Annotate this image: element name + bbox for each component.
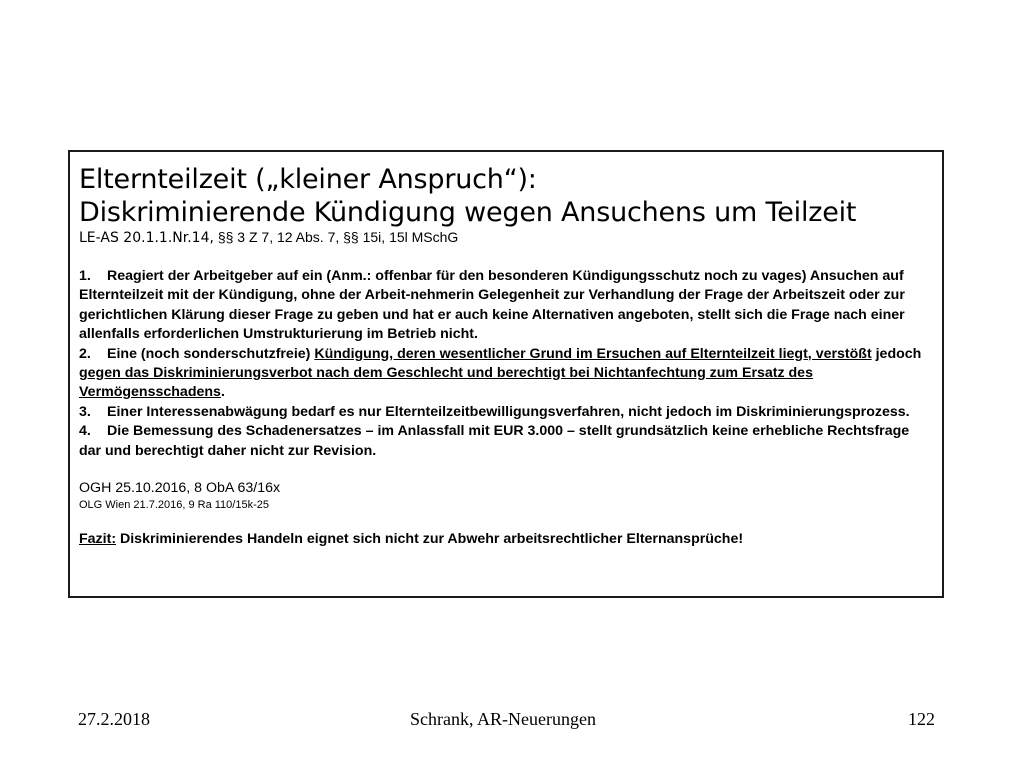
point-text-underlined: gegen das Diskriminierungsverbot nach dem Geschlecht und berechtigt bei Nichtanfechtung zum Ersatz des Vermögensschadens — [79, 365, 813, 401]
point-number: 1. — [79, 268, 91, 284]
point-number: 4. — [79, 423, 91, 440]
point-text: jedoch — [871, 345, 922, 362]
slide-title-line-2: Diskriminierende Kündigung wegen Ansuchens um Teilzeit — [79, 197, 857, 228]
footer-date: 27.2.2018 — [78, 709, 150, 729]
point-2 — [79, 345, 932, 403]
conclusion-label: Fazit: — [79, 531, 117, 548]
points-list — [79, 267, 932, 461]
point-3 — [79, 403, 932, 422]
footer-author-title: Schrank, AR-Neuerungen — [410, 709, 596, 729]
conclusion — [79, 530, 932, 549]
point-text: . — [220, 384, 225, 401]
reference-paragraphs: §§ 3 Z 7, 12 Abs. 7, §§ 15i, 15l MSchG — [213, 229, 459, 245]
point-number: 3. — [79, 403, 91, 420]
point-text: Die Bemessung des Schadenersatzes – im Anlassfall mit EUR 3.000 – stellt grundsätzlich keine erhebliche Rechtsfrage dar und berechtigt daher nicht zur Revision. — [79, 423, 910, 459]
point-text: Eine (noch sonderschutzfreie) — [107, 345, 315, 362]
point-text: Reagiert der Arbeitgeber auf ein (Anm.: offenbar für den besonderen Kündigungsschutz noch zu vages) Ansuchen auf Elternteilzeit mit der Kündigung, ohne der Arbeit-nehmerin Gelegenheit zur Verhandlung der Frage der Arbeitszeit oder zur gerichtlichen Klärung dieser Frage zu geben und hat er auch keine Alternativen angeboten, stellt sich die Frage nach einer allenfalls erforderlichen Umstrukturierung im Betrieb nicht. — [79, 268, 905, 343]
lower-court-decision: OLG Wien 21.7.2016, 9 Ra 110/15k-25 — [79, 499, 269, 512]
content-box — [68, 150, 944, 598]
slide-title-line-1: Elternteilzeit („kleiner Anspruch“): — [79, 164, 537, 195]
point-number: 2. — [79, 345, 91, 362]
conclusion-text: Diskriminierendes Handeln eignet sich nicht zur Abwehr arbeitsrechtlicher Elternansprüche! — [116, 531, 744, 548]
point-4 — [79, 422, 932, 461]
point-text-underlined: Kündigung, deren wesentlicher Grund im Ersuchen auf Elternteilzeit liegt, verstößt — [314, 345, 872, 362]
point-1 — [79, 267, 932, 345]
footer-page-number: 122 — [908, 709, 935, 729]
reference-code: LE-AS 20.1.1.Nr.14, — [79, 230, 214, 246]
point-text: Einer Interessenabwägung bedarf es nur Elternteilzeitbewilligungsverfahren, nicht jedoch im Diskriminierungsprozess. — [107, 403, 910, 420]
court-decision: OGH 25.10.2016, 8 ObA 63/16x — [79, 480, 281, 497]
legal-reference — [79, 228, 932, 247]
